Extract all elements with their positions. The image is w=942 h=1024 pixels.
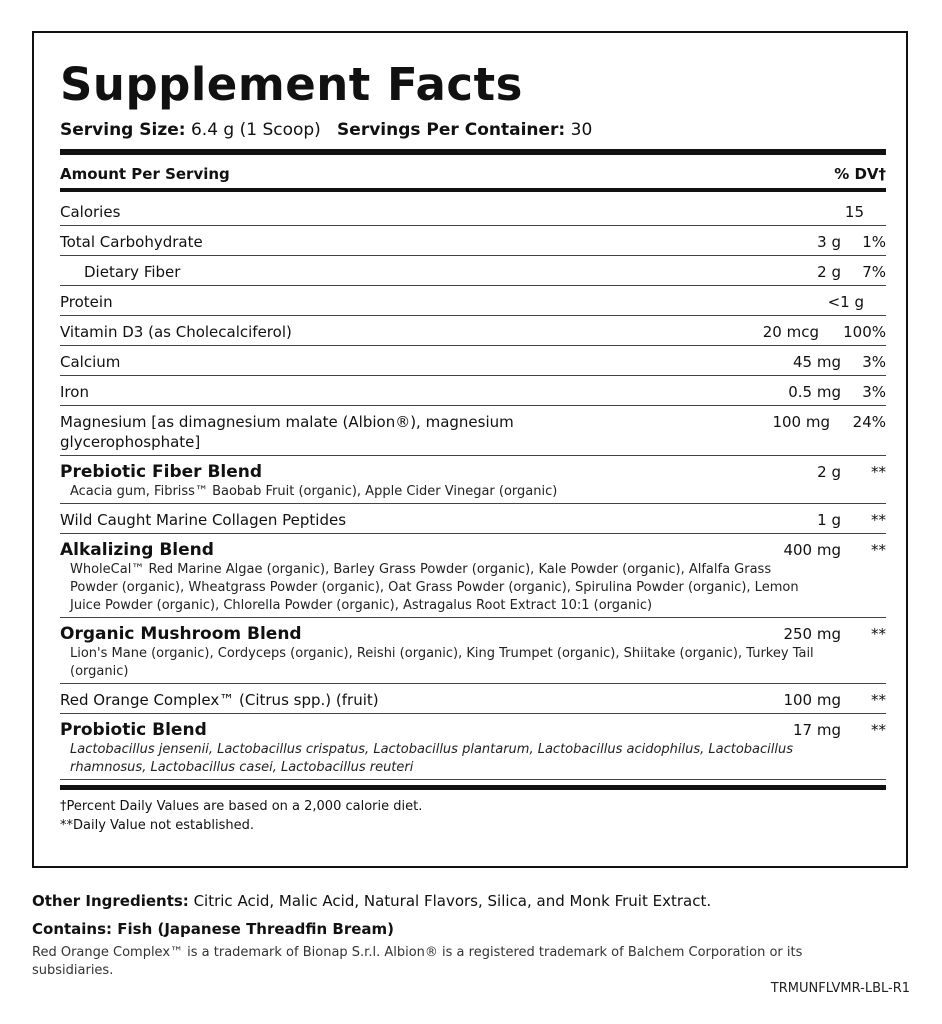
blend-amount: 400 mg — [783, 541, 841, 559]
blend-row-probiotic — [60, 720, 886, 778]
nutrient-dv: ** — [871, 511, 886, 529]
row-divider — [60, 375, 886, 376]
nutrient-dv: ** — [871, 691, 886, 709]
nutrient-amount: 15 — [844, 203, 864, 221]
serving-size-value: 6.4 g (1 Scoop) — [190, 120, 321, 140]
label-code: TRMUNFLVMR-LBL-R1 — [770, 981, 910, 996]
blend-name: Prebiotic Fiber Blend — [60, 462, 263, 482]
nutrient-row-red-orange-complex — [60, 690, 886, 710]
row-divider — [60, 533, 886, 534]
nutrient-amount: 100 mg — [783, 691, 841, 709]
nutrient-name — [60, 412, 514, 452]
divider-thick-header — [60, 188, 886, 192]
nutrient-amount: 20 mcg — [762, 323, 819, 341]
blend-ingredients-line: (organic) — [70, 664, 129, 679]
blend-amount: 2 g — [817, 463, 841, 481]
footnote-not-established: **Daily Value not established. — [60, 818, 254, 833]
blend-dv: ** — [871, 463, 886, 481]
nutrient-row-dietary-fiber — [60, 262, 886, 282]
divider-thick-top — [60, 149, 886, 155]
nutrient-dv: 24% — [852, 413, 886, 431]
servings-per-container-label: Servings Per Container: — [337, 120, 566, 140]
row-divider — [60, 713, 886, 714]
supplement-facts-panel — [32, 31, 908, 868]
footnote-dv: †Percent Daily Values are based on a 2,000 calorie diet. — [60, 799, 423, 814]
nutrient-amount: 1 g — [817, 511, 841, 529]
blend-name: Organic Mushroom Blend — [60, 624, 302, 644]
nutrient-row-total-carbohydrate — [60, 232, 886, 252]
nutrient-row-collagen-peptides — [60, 510, 886, 530]
nutrient-row-calories — [60, 202, 886, 222]
nutrient-dv: 3% — [862, 353, 886, 371]
blend-amount: 250 mg — [783, 625, 841, 643]
nutrient-dv: 7% — [862, 263, 886, 281]
row-divider — [60, 405, 886, 406]
other-ingredients-text: Citric Acid, Malic Acid, Natural Flavors, Silica, and Monk Fruit Extract. — [193, 892, 712, 910]
blend-ingredients-line: Powder (organic), Wheatgrass Powder (organic), Oat Grass Powder (organic), Spirulina Powder (organic), Lemon — [70, 580, 799, 595]
blend-row-prebiotic-fiber — [60, 462, 886, 502]
row-divider — [60, 315, 886, 316]
nutrient-name: Protein — [60, 293, 113, 311]
blend-ingredients — [70, 741, 885, 777]
nutrient-row-vitamin-d3 — [60, 322, 886, 342]
nutrient-amount: <1 g — [827, 293, 864, 311]
nutrient-amount: 0.5 mg — [788, 383, 841, 401]
column-header-row — [60, 164, 886, 184]
row-divider — [60, 285, 886, 286]
blend-dv: ** — [871, 721, 886, 739]
blend-ingredients-line: Lion's Mane (organic), Cordyceps (organic), Reishi (organic), King Trumpet (organic), Shiitake (organic), Turkey Tail — [70, 646, 814, 661]
blend-amount: 17 mg — [793, 721, 841, 739]
blend-ingredients-line: Juice Powder (organic), Chlorella Powder (organic), Astragalus Root Extract 10:1 (organic) — [70, 598, 653, 613]
blend-ingredients-line: WholeCal™ Red Marine Algae (organic), Barley Grass Powder (organic), Kale Powder (organic), Alfalfa Grass — [70, 562, 772, 577]
trademark-line: subsidiaries. — [32, 963, 114, 978]
serving-info — [60, 119, 592, 141]
nutrient-name-line: Magnesium [as dimagnesium malate (Albion®), magnesium — [60, 413, 514, 431]
nutrient-amount: 3 g — [817, 233, 841, 251]
nutrient-row-protein — [60, 292, 886, 312]
blend-name: Probiotic Blend — [60, 720, 207, 740]
row-divider — [60, 503, 886, 504]
nutrient-row-magnesium — [60, 412, 886, 454]
row-divider — [60, 255, 886, 256]
dv-header: % DV† — [834, 165, 886, 183]
nutrient-name: Calories — [60, 203, 121, 221]
row-divider — [60, 779, 886, 780]
row-divider — [60, 345, 886, 346]
blend-ingredients — [70, 561, 885, 615]
blend-row-organic-mushroom — [60, 624, 886, 682]
other-ingredients-label: Other Ingredients: — [32, 892, 189, 910]
nutrient-row-iron — [60, 382, 886, 402]
blend-dv: ** — [871, 541, 886, 559]
nutrient-row-calcium — [60, 352, 886, 372]
nutrient-name: Wild Caught Marine Collagen Peptides — [60, 511, 347, 529]
nutrient-name-line: glycerophosphate] — [60, 433, 201, 451]
row-divider — [60, 225, 886, 226]
nutrient-amount: 45 mg — [793, 353, 841, 371]
trademark-notice — [32, 944, 892, 980]
blend-ingredients-line: Lactobacillus jensenii, Lactobacillus crispatus, Lactobacillus plantarum, Lactobacillus acidophilus, Lactobacillus — [70, 742, 794, 757]
blend-name: Alkalizing Blend — [60, 540, 214, 560]
nutrient-amount: 100 mg — [772, 413, 830, 431]
nutrient-name: Dietary Fiber — [84, 263, 181, 281]
blend-ingredients-line: rhamnosus, Lactobacillus casei, Lactobacillus reuteri — [70, 760, 414, 775]
nutrient-name: Vitamin D3 (as Cholecalciferol) — [60, 323, 292, 341]
row-divider — [60, 617, 886, 618]
nutrient-name: Iron — [60, 383, 89, 401]
serving-size-label: Serving Size: — [60, 120, 186, 140]
panel-title: Supplement Facts — [60, 58, 523, 111]
nutrient-name: Calcium — [60, 353, 121, 371]
nutrient-name: Red Orange Complex™ (Citrus spp.) (fruit) — [60, 691, 379, 709]
trademark-line: Red Orange Complex™ is a trademark of Bionap S.r.l. Albion® is a registered trademark of Balchem Corporation or its — [32, 945, 803, 960]
amount-per-serving-header: Amount Per Serving — [60, 165, 230, 183]
nutrient-dv: 1% — [862, 233, 886, 251]
divider-thick-bottom — [60, 785, 886, 790]
nutrient-dv: 100% — [843, 323, 886, 341]
nutrient-name: Total Carbohydrate — [60, 233, 203, 251]
blend-ingredients — [70, 645, 885, 681]
blend-row-alkalizing — [60, 540, 886, 616]
allergen-statement: Contains: Fish (Japanese Threadfin Bream) — [32, 920, 395, 938]
nutrient-dv: 3% — [862, 383, 886, 401]
servings-per-container-value: 30 — [570, 120, 593, 140]
other-ingredients — [32, 891, 711, 911]
row-divider — [60, 683, 886, 684]
blend-dv: ** — [871, 625, 886, 643]
blend-ingredients: Acacia gum, Fibriss™ Baobab Fruit (organic), Apple Cider Vinegar (organic) — [70, 484, 558, 499]
row-divider — [60, 455, 886, 456]
nutrient-amount: 2 g — [817, 263, 841, 281]
